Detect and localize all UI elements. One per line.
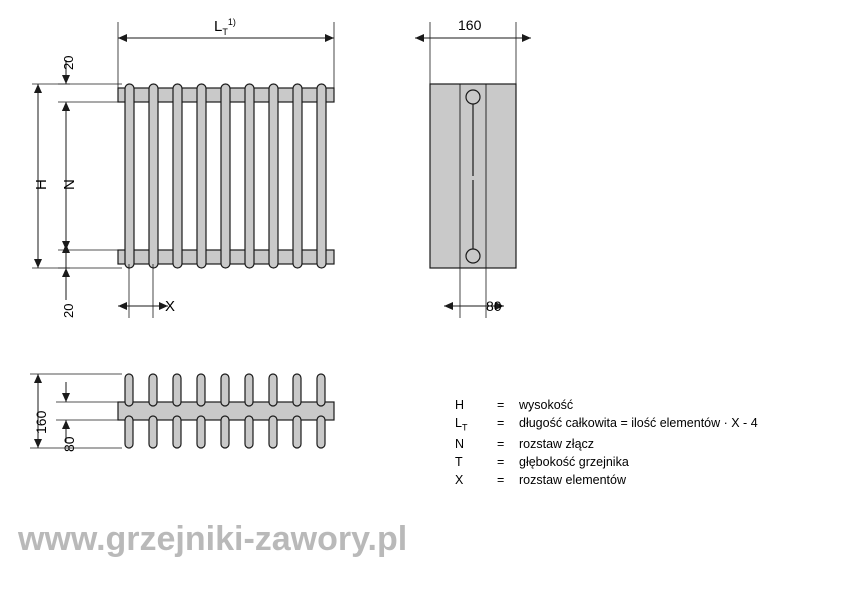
legend-row [455, 398, 758, 416]
dim-label-bottom-20: 20 [61, 303, 76, 318]
dim-label-lt: $L_T^{1)}$ [214, 17, 236, 37]
dim-label-top-80: 80 [61, 436, 77, 452]
legend-equals: = [497, 436, 505, 451]
dim-label-top-160: 160 [33, 410, 49, 434]
dim-label-x: X [165, 298, 176, 315]
dim-label-side-160: 160 [458, 17, 482, 33]
legend-row [455, 416, 758, 437]
dim-label-side-80: 80 [486, 298, 502, 314]
legend-symbol: N [455, 436, 465, 451]
legend-description: długość całkowita = ilość elementów · X - 4 [519, 416, 758, 430]
legend-equals: = [497, 454, 505, 469]
legend-symbol: $L_T$ [455, 416, 468, 433]
dim-label-n: N [61, 179, 78, 190]
legend-row [455, 455, 758, 473]
legend-symbol: H [455, 398, 465, 412]
legend [455, 398, 758, 491]
legend-description: rozstaw złącz [519, 436, 595, 451]
watermark: www.grzejniki-zawory.pl [18, 520, 408, 558]
dim-label-top-20: 20 [61, 55, 76, 70]
legend-table [455, 398, 758, 491]
legend-symbol: T [455, 454, 463, 469]
legend-equals: = [497, 416, 505, 430]
legend-row [455, 437, 758, 455]
legend-equals: = [497, 398, 505, 412]
legend-description: głębokość grzejnika [519, 454, 629, 469]
legend-equals: = [497, 472, 505, 487]
legend-row [455, 473, 758, 491]
legend-symbol: X [455, 472, 464, 487]
dim-label-h: H [33, 179, 50, 190]
legend-description: wysokość [519, 398, 574, 412]
legend-description: rozstaw elementów [519, 472, 626, 487]
